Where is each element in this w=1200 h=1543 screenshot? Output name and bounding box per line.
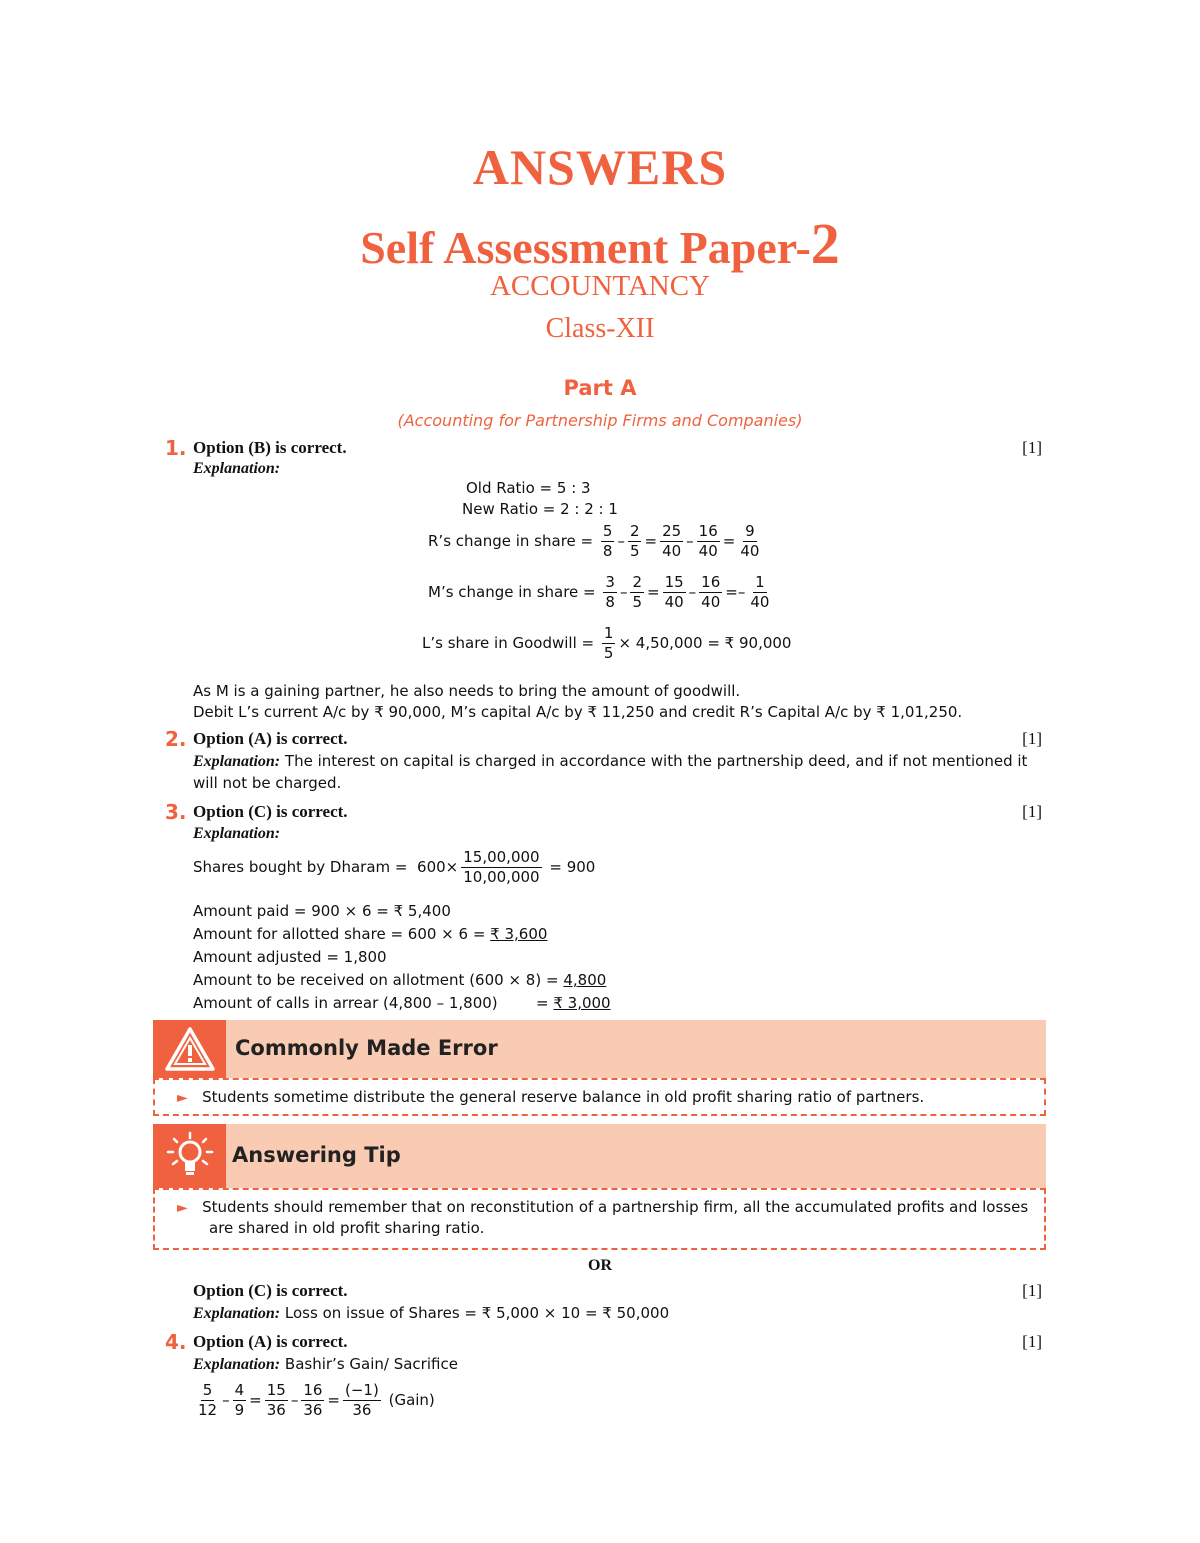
- goodwill-equation: L’s share in Goodwill = $\frac{1}{5}$ × 4,50,000 = ₹ 90,000: [422, 624, 792, 662]
- bullet-icon: ►: [177, 1200, 188, 1216]
- fraction: $\frac{1}{5}$: [603, 624, 614, 662]
- answer-option: Option (A) is correct.: [193, 729, 348, 748]
- fraction: $\frac{15}{40}$: [664, 573, 684, 611]
- question-number: 4.: [165, 1330, 187, 1354]
- fraction: $\frac{15}{36}$: [266, 1381, 286, 1419]
- question-number: 2.: [165, 727, 187, 751]
- fraction: $\frac{2}{5}$: [629, 522, 640, 560]
- fraction: $\frac{25}{40}$: [662, 522, 682, 560]
- explanation-label: Explanation:: [193, 825, 281, 842]
- amount-paid: Amount paid = 900 × 6 = ₹ 5,400: [193, 902, 451, 920]
- amount-allotment: Amount to be received on allotment (600 × 8): [193, 971, 542, 989]
- explanation-continuation: will not be charged.: [193, 774, 342, 792]
- question-number: 1.: [165, 436, 187, 460]
- lightbulb-icon: [153, 1124, 226, 1188]
- fraction: $\frac{16}{40}$: [698, 522, 718, 560]
- explanation-label: Explanation:: [193, 460, 281, 477]
- answer-option: Option (C) is correct.: [193, 802, 348, 821]
- part-description: (Accounting for Partnership Firms and Companies): [397, 411, 803, 430]
- shares-equation: Shares bought by Dharam = 600× $\frac{15,00,000}{10,00,000}$ = 900: [193, 848, 596, 886]
- r-change-equation: R’s change in share = $\frac{5}{8}$ – $\frac{2}{5}$ = $\frac{25}{40}$ – $\frac{16}{40}$ = $\frac{9}{40}$: [428, 522, 760, 560]
- subject-title: ACCOUNTANCY: [489, 270, 711, 302]
- marks: [1]: [1022, 1332, 1042, 1351]
- fraction: $\frac{15,00,000}{10,00,000}$: [463, 848, 540, 886]
- gain-sacrifice-equation: $\frac{5}{12}$ – $\frac{4}{9}$ = $\frac{15}{36}$ – $\frac{16}{36}$ = $\frac{(-1)}{36}$ (Gain): [198, 1381, 435, 1419]
- warning-icon: [153, 1020, 226, 1078]
- marks: [1]: [1022, 438, 1042, 457]
- fraction: $\frac{5}{12}$: [198, 1381, 218, 1419]
- answer-option: Option (B) is correct.: [193, 438, 347, 457]
- tip-text: ► Students should remember that on reconstitution of a partnership firm, all the accumulated profits and losses: [177, 1198, 1029, 1216]
- fraction: $\frac{(-1)}{36}$: [344, 1381, 379, 1419]
- fraction: $\frac{2}{5}$: [632, 573, 642, 611]
- explanation-note: As M is a gaining partner, he also needs to bring the amount of goodwill.: [193, 682, 741, 700]
- bullet-icon: ►: [177, 1090, 188, 1106]
- answer-option: Option (C) is correct.: [193, 1281, 348, 1300]
- class-title: Class-XII: [545, 313, 655, 344]
- fraction: $\frac{16}{40}$: [701, 573, 721, 611]
- fraction: $\frac{16}{36}$: [303, 1381, 323, 1419]
- page-title: ANSWERS: [472, 139, 728, 195]
- fraction: $\frac{9}{40}$: [740, 522, 760, 560]
- question-number: 3.: [165, 800, 187, 824]
- amount-adjusted: Amount adjusted = 1,800: [193, 948, 387, 966]
- fraction: $\frac{3}{8}$: [605, 573, 615, 611]
- fraction: $\frac{5}{8}$: [602, 522, 613, 560]
- amount-allotted: Amount for allotted share = 600 × 6 = ₹ 3,600: [193, 925, 548, 943]
- paper-title: Self Assessment Paper-2: [360, 211, 840, 276]
- tip-text-continuation: are shared in old profit sharing ratio.: [209, 1219, 485, 1237]
- old-ratio: Old Ratio = 5 : 3: [466, 479, 591, 497]
- marks: [1]: [1022, 1281, 1042, 1300]
- explanation-note: Debit L’s current A/c by ₹ 90,000, M’s capital A/c by ₹ 11,250 and credit R’s Capital A/c by ₹ 1,01,250.: [193, 703, 963, 721]
- m-change-equation: M’s change in share = $\frac{3}{8}$ – $\frac{2}{5}$ = $\frac{15}{40}$ – $\frac{16}{40}$ = – $\frac{1}{40}$: [428, 573, 770, 611]
- or-separator: OR: [588, 1257, 612, 1274]
- calls-in-arrear-value: = ₹ 3,000: [536, 994, 611, 1012]
- fraction: $\frac{1}{40}$: [750, 573, 770, 611]
- marks: [1]: [1022, 729, 1042, 748]
- error-box-body: [153, 1078, 1046, 1116]
- marks: [1]: [1022, 802, 1042, 821]
- explanation-paragraph: Explanation: The interest on capital is charged in accordance with the partnership deed, and if not mentioned it: [193, 752, 1028, 770]
- fraction: $\frac{4}{9}$: [234, 1381, 245, 1419]
- explanation-paragraph: Explanation: Loss on issue of Shares = ₹ 5,000 × 10 = ₹ 50,000: [193, 1304, 670, 1322]
- amount-allotment-value: = 4,800: [546, 971, 607, 989]
- answer-option: Option (A) is correct.: [193, 1332, 348, 1351]
- tip-box-body: [153, 1188, 1046, 1250]
- tip-box-title: Answering Tip: [232, 1143, 401, 1167]
- explanation-paragraph: Explanation: Bashir’s Gain/ Sacrifice: [193, 1355, 458, 1373]
- part-heading: Part A: [563, 376, 637, 400]
- error-box-title: Commonly Made Error: [235, 1036, 498, 1060]
- error-text: ► Students sometime distribute the general reserve balance in old profit sharing ratio of partners.: [177, 1088, 925, 1106]
- calls-in-arrear: Amount of calls in arrear (4,800 – 1,800): [193, 994, 498, 1012]
- new-ratio: New Ratio = 2 : 2 : 1: [462, 500, 618, 518]
